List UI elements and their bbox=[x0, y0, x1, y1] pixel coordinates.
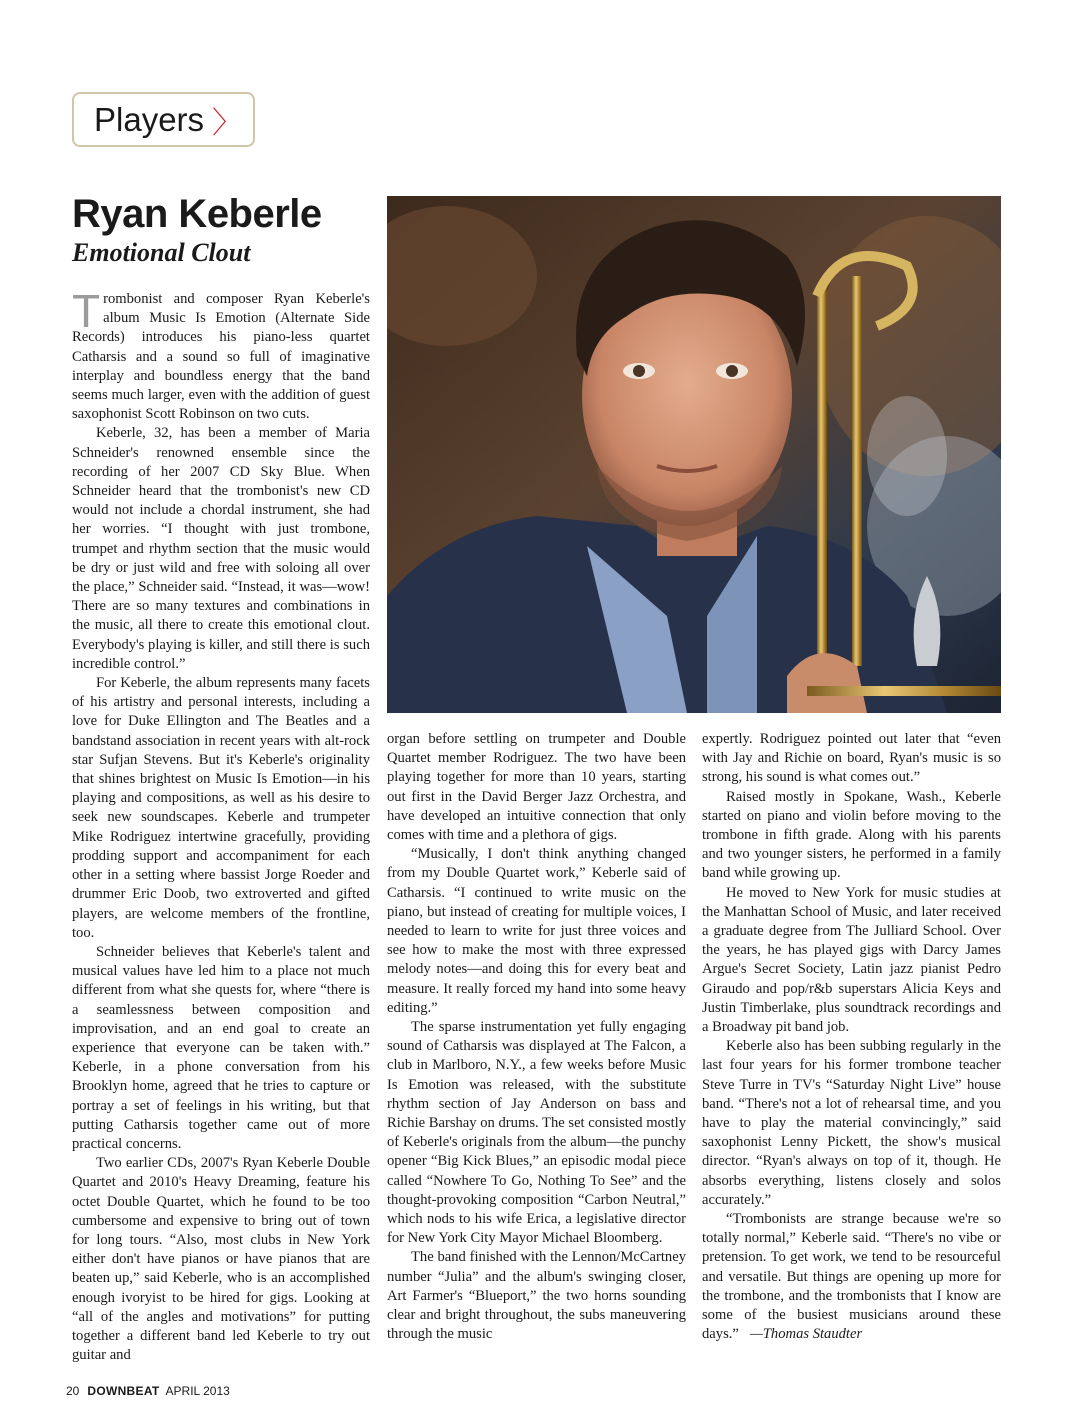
issue-date: APRIL 2013 bbox=[165, 1384, 230, 1398]
chevron-right-icon: 〉 bbox=[212, 106, 243, 140]
portrait-photo bbox=[387, 196, 1001, 713]
article-subtitle: Emotional Clout bbox=[72, 238, 251, 267]
paragraph: Trombonist and composer Ryan Keberle's album Music Is Emotion (Alternate Side Records) introduces his piano-less quartet Catharsis and a sound so full of imaginative interplay and boundless energy that the band seems much larger, even with the addition of guest saxophonist Scott Robinson on two cuts. bbox=[72, 285, 370, 423]
paragraph: The sparse instrumentation yet fully engaging sound of Catharsis was displayed at The Falcon, a club in Marlboro, N.Y., a few weeks before Music Is Emotion was released, with the substitute rhythm section of Jay Anderson on bass and Richie Barshay on drums. The set consisted mostly of Keberle's originals from the album—the punchy opener “Big Kick Blues,” an episodic modal piece called “Nowhere To Go, Nothing To See” and the thought-provoking composition “Carbon Neutral,” which nods to his wife Erica, a legislative director for New York City Mayor Michael Bloomberg. bbox=[387, 1019, 686, 1247]
byline: —Thomas Staudter bbox=[749, 1326, 863, 1343]
article-column-2 bbox=[387, 730, 686, 1345]
paragraph: Schneider believes that Keberle's talent and musical values have led him to a place not much different from what she quests for, where “there is a seamlessness between composition and improvisation, and an end goal to create an experience that everyone can be taken with.” Keberle, in a phone conversation from his Brooklyn home, agreed that he tries to capture or portray a set of feelings in his writing, but that putting Catharsis together came out of more practical concerns. bbox=[72, 943, 370, 1152]
paragraph: organ before settling on trumpeter and Double Quartet member Rodriguez. The two have been playing together for more than 10 years, starting out first in the David Berger Jazz Orchestra, and have developed an intuitive connection that only comes with time and a plethora of gigs. bbox=[387, 731, 686, 844]
section-tab bbox=[72, 92, 255, 147]
paragraph: Keberle also has been subbing regularly in the last four years for his former trombone teacher Steve Turre in TV's “Saturday Night Live” house band. “There's not a lot of rehearsal time, and you have to play the material convincingly,” said saxophonist Lenny Pickett, the show's musical director. “Ryan's always on top of it, though. He absorbs everything, listens closely and solos accurately.” bbox=[702, 1038, 1001, 1208]
article-column-1 bbox=[72, 285, 370, 1365]
section-label: Players bbox=[94, 100, 205, 138]
article-title: Ryan Keberle bbox=[72, 192, 322, 236]
page-number: 20 bbox=[66, 1384, 80, 1398]
paragraph: He moved to New York for music studies at the Manhattan School of Music, and later received a graduate degree from The Julliard School. Over the years, he has played gigs with Darcy James Argue's Secret Society, Latin jazz pianist Pedro Giraudo and pop/r&b superstars Alicia Keys and Justin Timberlake, plus soundtrack recordings and a Broadway pit band job. bbox=[702, 884, 1001, 1036]
page-footer bbox=[66, 1384, 230, 1398]
paragraph: expertly. Rodriguez pointed out later that “even with Jay and Richie on board, Ryan's music is so strong, his sound is what comes out.” bbox=[702, 731, 1001, 786]
paragraph: Two earlier CDs, 2007's Ryan Keberle Double Quartet and 2010's Heavy Dreaming, feature his octet Double Quartet, which he found to be too cumbersome and expensive to bring out of town for long tours. “Also, most clubs in New York either don't have pianos or have pianos that are beaten up,” said Keberle, who is an accomplished enough ivoryist to be hired for gigs. Looking at “all of the angles and motivations” for putting together a different band led Keberle to try out guitar and bbox=[72, 1155, 370, 1364]
paragraph: For Keberle, the album represents many facets of his artistry and personal interests, including a love for Duke Ellington and The Beatles and a bandstand association in recent years with alt-rock star Sufjan Stevens. But it's Keberle's originality that shines brightest on Music Is Emotion—in his playing and compositions, as well as his desire to seek new soundscapes. Keberle and trumpeter Mike Rodriguez intertwine gracefully, providing prodding support and accompaniment for each other in a setting where bassist Jorge Roeder and drummer Eric Doob, two extroverted and gifted players, are welcome members of the frontline, too. bbox=[72, 675, 370, 941]
paragraph: “Trombonists are strange because we're so totally normal,” Keberle said. “There's no vibe or pretension. To get work, we tend to be resourceful and versatile. But things are opening up more for the trombone, and the trombonists that I know are some of the busiest musicians around these days.” —Thomas Staudter bbox=[702, 1211, 1001, 1343]
article-column-3 bbox=[702, 730, 1001, 1345]
drop-cap: T bbox=[72, 285, 101, 337]
magazine-name: DOWNBEAT bbox=[87, 1384, 160, 1398]
paragraph: “Musically, I don't think anything changed from my Double Quartet work,” Keberle said of Catharsis. “I continued to write music on the piano, but instead of creating for multiple voices, I needed to learn to write for just three voices and see how to make the most with three expressed melody notes—and doing this for every beat and measure. It really forced my hand into some heavy editing.” bbox=[387, 846, 686, 1016]
paragraph: Raised mostly in Spokane, Wash., Keberle started on piano and violin before moving to the trombone in fifth grade. Along with his parents and two younger sisters, he performed in a family band while growing up. bbox=[702, 788, 1001, 882]
paragraph: Keberle, 32, has been a member of Maria Schneider's renowned ensemble since the recording of her 2007 CD Sky Blue. When Schneider heard that the trombonist's new CD would not include a chordal instrument, she had her worries. “I thought with just trombone, trumpet and rhythm section that the music would be dry or just wild and free with soloing all over the place,” Schneider said. “Instead, it was—wow! There are so many textures and combinations in the music, all there to create this emotional clout. Everybody's playing is killer, and still there is such incredible control.” bbox=[72, 425, 370, 672]
paragraph: The band finished with the Lennon/McCartney number “Julia” and the album's swinging closer, Art Farmer's “Blueport,” the two horns sounding clear and bright throughout, the subs maneuvering through the music bbox=[387, 1249, 686, 1343]
